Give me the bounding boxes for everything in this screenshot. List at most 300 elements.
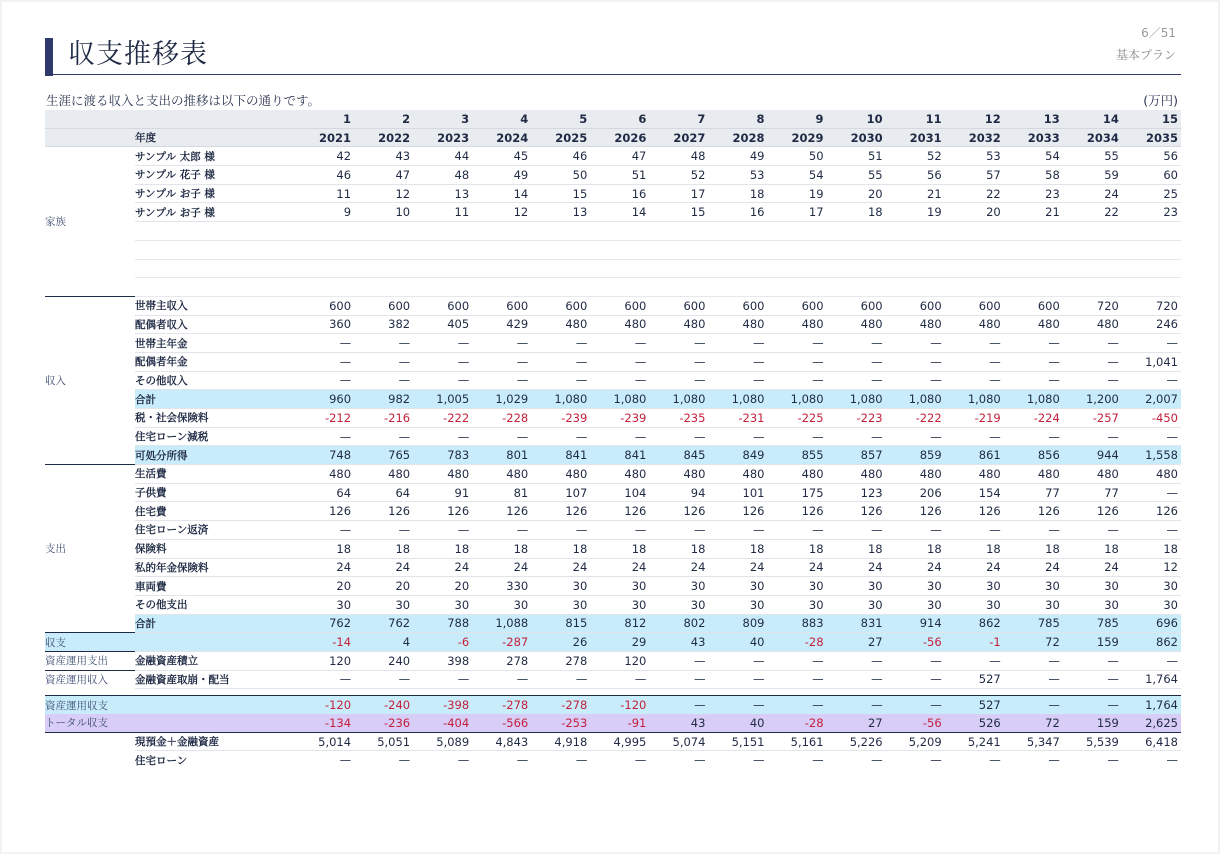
table-cell: — <box>708 651 767 670</box>
table-cell: 52 <box>649 166 708 185</box>
table-cell: — <box>708 670 767 689</box>
table-cell: — <box>413 521 472 540</box>
header-row-index <box>45 110 1181 128</box>
table-cell: 126 <box>649 502 708 521</box>
table-cell: 480 <box>590 465 649 484</box>
table-cell: 16 <box>708 203 767 222</box>
table-cell: 24 <box>472 558 531 577</box>
table-cell: 398 <box>413 651 472 670</box>
table-cell: 81 <box>472 483 531 502</box>
invest-in-category: 資産運用収入 <box>45 670 135 689</box>
table-cell: 600 <box>649 296 708 315</box>
table-cell <box>531 240 590 259</box>
table-cell: 5,014 <box>295 732 354 751</box>
expense-row <box>45 521 1181 540</box>
table-cell: 1,558 <box>1122 446 1181 465</box>
table-cell: 18 <box>827 539 886 558</box>
table-cell: — <box>1063 696 1122 714</box>
table-cell: -120 <box>295 696 354 714</box>
year-cell: 2025 <box>531 128 590 147</box>
family-blank-row <box>45 259 1181 278</box>
table-cell: -253 <box>531 714 590 732</box>
table-cell: 27 <box>827 714 886 732</box>
table-cell: 64 <box>295 483 354 502</box>
table-cell: — <box>1004 651 1063 670</box>
table-cell: — <box>1166 753 1178 768</box>
table-cell <box>295 222 354 241</box>
table-cell: 91 <box>413 483 472 502</box>
table-cell: 1,764 <box>1122 670 1181 689</box>
table-cell: 720 <box>1122 296 1181 315</box>
table-cell: — <box>649 371 708 390</box>
table-cell: 1,005 <box>413 390 472 409</box>
table-cell: 861 <box>945 446 1004 465</box>
table-cell: 126 <box>472 502 531 521</box>
table-cell: 30 <box>295 595 354 614</box>
table-cell: — <box>1122 427 1181 446</box>
income-row <box>45 446 1181 465</box>
table-cell: 17 <box>649 184 708 203</box>
invest-balance-label: 資産運用収支 <box>45 696 135 714</box>
table-cell: 30 <box>649 577 708 596</box>
table-cell: 126 <box>827 502 886 521</box>
table-cell: 30 <box>886 577 945 596</box>
table-cell: 30 <box>827 577 886 596</box>
table-cell <box>1063 278 1122 297</box>
table-cell: 862 <box>1122 633 1181 652</box>
table-cell: 126 <box>1063 502 1122 521</box>
expense-row <box>45 502 1181 521</box>
table-cell: — <box>295 521 354 540</box>
table-cell: — <box>1004 427 1063 446</box>
year-cell: 2031 <box>886 128 945 147</box>
table-cell: 527 <box>945 670 1004 689</box>
table-cell: — <box>768 371 827 390</box>
table-cell: — <box>693 753 706 768</box>
table-cell: — <box>649 670 708 689</box>
table-cell: — <box>871 753 883 768</box>
table-cell: 47 <box>354 166 413 185</box>
table-cell: 206 <box>886 483 945 502</box>
table-cell: 25 <box>1122 184 1181 203</box>
family-row <box>45 147 1181 166</box>
table-cell: 1,200 <box>1063 390 1122 409</box>
table-cell <box>1122 259 1181 278</box>
table-cell <box>413 259 472 278</box>
table-cell: — <box>827 670 886 689</box>
invest-out-category: 資産運用支出 <box>45 651 135 670</box>
table-cell: — <box>1004 521 1063 540</box>
table-cell: 47 <box>590 147 649 166</box>
table-cell: 5,347 <box>1004 732 1063 751</box>
table-cell: 278 <box>531 651 590 670</box>
table-cell: -28 <box>768 714 827 732</box>
table-cell: — <box>472 427 531 446</box>
table-cell: 30 <box>531 595 590 614</box>
table-cell: 1,080 <box>768 390 827 409</box>
table-cell: 18 <box>827 203 886 222</box>
table-cell: — <box>1122 521 1181 540</box>
table-cell <box>708 259 767 278</box>
table-cell: 480 <box>1004 465 1063 484</box>
table-cell: — <box>827 521 886 540</box>
table-cell: — <box>989 753 1001 768</box>
table-cell: 175 <box>768 483 827 502</box>
expense-row <box>45 483 1181 502</box>
row-label <box>135 240 295 259</box>
table-cell: — <box>768 334 827 353</box>
table-cell: -134 <box>295 714 354 732</box>
table-cell: 30 <box>531 577 590 596</box>
header-cell <box>45 128 135 147</box>
table-cell <box>768 240 827 259</box>
table-cell: 960 <box>295 390 354 409</box>
row-label: 住宅費 <box>135 502 295 521</box>
table-cell: — <box>827 427 886 446</box>
table-cell: 1,041 <box>1122 352 1181 371</box>
table-cell: 20 <box>945 203 1004 222</box>
table-cell: -28 <box>768 633 827 652</box>
table-cell <box>295 259 354 278</box>
table-cell: — <box>708 371 767 390</box>
loan-row <box>45 751 1181 769</box>
table-cell: 480 <box>708 315 767 334</box>
table-cell: — <box>1122 334 1181 353</box>
invest-out-row <box>45 651 1181 670</box>
table-cell <box>590 222 649 241</box>
table-cell: — <box>472 334 531 353</box>
index-cell: 14 <box>1063 110 1122 128</box>
table-cell: 841 <box>590 446 649 465</box>
table-cell: 809 <box>708 614 767 633</box>
table-cell: — <box>472 670 531 689</box>
table-cell: 18 <box>531 539 590 558</box>
row-label: 世帯主収入 <box>135 296 295 315</box>
row-label <box>135 278 295 297</box>
index-cell: 2 <box>354 110 413 128</box>
year-cell: 2032 <box>945 128 1004 147</box>
table-cell: 12 <box>354 184 413 203</box>
table-cell: 1,080 <box>649 390 708 409</box>
year-cell: 2034 <box>1063 128 1122 147</box>
table-cell: 126 <box>768 502 827 521</box>
spacer-cell <box>45 689 1181 696</box>
table-cell: -14 <box>295 633 354 652</box>
table-cell: 18 <box>413 539 472 558</box>
table-cell: 54 <box>1004 147 1063 166</box>
table-cell: 154 <box>945 483 1004 502</box>
table-cell <box>531 259 590 278</box>
table-cell: -212 <box>295 409 354 428</box>
table-cell: 1,764 <box>1122 696 1181 714</box>
table-cell: 812 <box>590 614 649 633</box>
table-cell <box>295 278 354 297</box>
section-label-expense: 支出 <box>45 465 135 633</box>
table-cell: 696 <box>1122 614 1181 633</box>
table-cell: — <box>1122 483 1181 502</box>
table-cell <box>354 240 413 259</box>
table-cell: 18 <box>768 539 827 558</box>
table-cell: — <box>590 334 649 353</box>
table-cell: -566 <box>472 714 531 732</box>
table-cell: — <box>354 427 413 446</box>
report-page <box>2 2 1218 852</box>
table-cell: 43 <box>649 714 708 732</box>
table-cell: 54 <box>768 166 827 185</box>
table-cell: 1,088 <box>472 614 531 633</box>
income-row <box>45 427 1181 446</box>
table-cell: 600 <box>590 296 649 315</box>
table-cell <box>649 278 708 297</box>
table-cell: — <box>1004 371 1063 390</box>
table-cell <box>886 222 945 241</box>
table-cell: -278 <box>531 696 590 714</box>
table-description: 生涯に渡る収入と支出の推移は以下の通りです。 <box>46 93 321 108</box>
table-cell: 24 <box>1063 558 1122 577</box>
table-cell: 600 <box>413 296 472 315</box>
table-cell: — <box>1063 651 1122 670</box>
table-cell: 5,074 <box>649 732 708 751</box>
table-cell: 801 <box>472 446 531 465</box>
table-cell: — <box>1004 696 1063 714</box>
table-cell: 23 <box>1122 203 1181 222</box>
table-cell: 841 <box>531 446 590 465</box>
table-cell: -228 <box>472 409 531 428</box>
table-cell: — <box>945 427 1004 446</box>
table-cell: 600 <box>531 296 590 315</box>
table-cell: — <box>708 352 767 371</box>
table-cell: 862 <box>945 614 1004 633</box>
table-cell: 9 <box>295 203 354 222</box>
table-cell: — <box>413 371 472 390</box>
row-label: サンプル 太郎 様 <box>135 147 295 166</box>
table-cell: 126 <box>708 502 767 521</box>
table-cell <box>886 240 945 259</box>
row-label: 生活費 <box>135 465 295 484</box>
table-cell: 480 <box>768 315 827 334</box>
table-cell: 30 <box>354 595 413 614</box>
table-cell <box>768 222 827 241</box>
table-cell: — <box>590 521 649 540</box>
table-cell: 21 <box>886 184 945 203</box>
table-cell: 126 <box>354 502 413 521</box>
table-cell: 120 <box>295 651 354 670</box>
table-cell: 1,080 <box>886 390 945 409</box>
table-cell: — <box>886 696 945 714</box>
table-cell: — <box>753 753 765 768</box>
table-cell: 30 <box>472 595 531 614</box>
table-cell <box>1063 240 1122 259</box>
table-cell: 18 <box>590 539 649 558</box>
income-row <box>45 409 1181 428</box>
table-cell: — <box>827 334 886 353</box>
section-label-income: 収入 <box>45 296 135 464</box>
table-cell: 72 <box>1004 633 1063 652</box>
table-cell: 18 <box>886 539 945 558</box>
table-cell: 24 <box>590 558 649 577</box>
row-label: サンプル お子 様 <box>135 184 295 203</box>
year-cell: 2035 <box>1122 128 1181 147</box>
table-cell: — <box>295 334 354 353</box>
table-cell: — <box>945 521 1004 540</box>
table-cell: 360 <box>295 315 354 334</box>
header-cell <box>45 110 135 128</box>
table-cell: -6 <box>413 633 472 652</box>
table-cell: — <box>649 427 708 446</box>
table-cell: -56 <box>886 633 945 652</box>
table-cell <box>827 222 886 241</box>
table-cell: 278 <box>472 651 531 670</box>
table-cell: -450 <box>1122 409 1181 428</box>
table-cell: 24 <box>1004 558 1063 577</box>
table-cell: 382 <box>354 315 413 334</box>
table-cell: 24 <box>886 558 945 577</box>
table-cell: 2,625 <box>1122 714 1181 732</box>
table-cell: — <box>472 371 531 390</box>
table-cell: 5,151 <box>708 732 767 751</box>
year-cell: 2024 <box>472 128 531 147</box>
title-accent-bar <box>45 38 53 76</box>
table-cell: 94 <box>649 483 708 502</box>
table-cell: 30 <box>768 595 827 614</box>
expense-row <box>45 539 1181 558</box>
row-label: 配偶者年金 <box>135 352 295 371</box>
table-cell: 14 <box>590 203 649 222</box>
table-cell: 859 <box>886 446 945 465</box>
table-cell: — <box>930 753 942 768</box>
table-cell <box>945 240 1004 259</box>
table-cell: 405 <box>413 315 472 334</box>
table-cell: 16 <box>590 184 649 203</box>
table-cell <box>472 222 531 241</box>
table-cell: 480 <box>649 465 708 484</box>
table-cell: 21 <box>1004 203 1063 222</box>
table-cell <box>708 240 767 259</box>
balance-label: 収支 <box>45 633 135 652</box>
table-cell: -56 <box>886 714 945 732</box>
page-number: 6／51 <box>1141 26 1176 40</box>
table-cell: -216 <box>354 409 413 428</box>
row-label: 住宅ローン減税 <box>135 427 295 446</box>
table-cell: — <box>531 334 590 353</box>
family-row <box>45 184 1181 203</box>
table-cell: 12 <box>1122 558 1181 577</box>
table-cell: 762 <box>295 614 354 633</box>
row-label <box>135 259 295 278</box>
table-cell: 18 <box>1122 539 1181 558</box>
income-row <box>45 352 1181 371</box>
table-cell: 56 <box>886 166 945 185</box>
table-cell: 845 <box>649 446 708 465</box>
table-cell: 43 <box>354 147 413 166</box>
table-cell: — <box>634 753 647 768</box>
table-cell: — <box>472 352 531 371</box>
table-cell: -222 <box>886 409 945 428</box>
total-balance-label: トータル収支 <box>45 714 135 732</box>
table-cell <box>708 222 767 241</box>
table-cell: 600 <box>827 296 886 315</box>
table-cell: — <box>472 521 531 540</box>
table-cell: — <box>1122 371 1181 390</box>
table-cell: 30 <box>1122 577 1181 596</box>
table-cell: 4,843 <box>472 732 531 751</box>
table-cell: 26 <box>531 633 590 652</box>
table-cell: — <box>575 753 588 768</box>
row-label: 世帯主年金 <box>135 334 295 353</box>
table-cell: 126 <box>413 502 472 521</box>
table-cell: 480 <box>1122 465 1181 484</box>
row-label: その他収入 <box>135 371 295 390</box>
year-cell: 2033 <box>1004 128 1063 147</box>
table-cell: -219 <box>945 409 1004 428</box>
table-cell: — <box>590 352 649 371</box>
table-cell: -239 <box>590 409 649 428</box>
table-cell: 30 <box>945 595 1004 614</box>
table-cell: -225 <box>768 409 827 428</box>
table-cell: 30 <box>1004 595 1063 614</box>
row-label: 金融資産取崩・配当 <box>135 670 295 689</box>
table-cell <box>945 259 1004 278</box>
expense-row <box>45 595 1181 614</box>
table-cell: 15 <box>649 203 708 222</box>
table-cell: 126 <box>945 502 1004 521</box>
family-row <box>45 203 1181 222</box>
table-cell <box>472 240 531 259</box>
table-cell <box>1004 222 1063 241</box>
assets-row <box>45 732 1181 751</box>
table-cell: 1,080 <box>708 390 767 409</box>
table-cell: 19 <box>886 203 945 222</box>
table-cell: 51 <box>827 147 886 166</box>
table-cell: — <box>339 753 352 768</box>
table-cell: — <box>590 670 649 689</box>
table-cell: — <box>768 427 827 446</box>
table-cell: 480 <box>649 315 708 334</box>
table-cell: — <box>886 651 945 670</box>
table-cell: 46 <box>295 166 354 185</box>
row-label: その他支出 <box>135 595 295 614</box>
table-cell <box>295 240 354 259</box>
table-cell <box>649 240 708 259</box>
table-cell: 720 <box>1063 296 1122 315</box>
table-cell: — <box>295 670 354 689</box>
table-cell: — <box>886 427 945 446</box>
table-cell: 57 <box>945 166 1004 185</box>
table-cell: 159 <box>1063 714 1122 732</box>
table-cell: — <box>1004 334 1063 353</box>
table-cell: 51 <box>590 166 649 185</box>
table-cell: 1,080 <box>945 390 1004 409</box>
table-cell: 30 <box>590 595 649 614</box>
table-cell: 783 <box>413 446 472 465</box>
table-cell <box>1063 259 1122 278</box>
table-cell <box>827 240 886 259</box>
table-cell: — <box>886 371 945 390</box>
table-cell: 30 <box>1004 577 1063 596</box>
table-cell: 11 <box>295 184 354 203</box>
year-label: 年度 <box>135 128 295 147</box>
table-cell: -231 <box>708 409 767 428</box>
table-cell: 246 <box>1122 315 1181 334</box>
table-cell: 18 <box>1063 539 1122 558</box>
year-cell: 2021 <box>295 128 354 147</box>
table-cell: 30 <box>945 577 1004 596</box>
unit-label: (万円) <box>1143 93 1178 108</box>
table-cell: — <box>1063 427 1122 446</box>
table-cell: 5,209 <box>886 732 945 751</box>
table-cell: 18 <box>708 539 767 558</box>
row-label: 合計 <box>135 390 295 409</box>
